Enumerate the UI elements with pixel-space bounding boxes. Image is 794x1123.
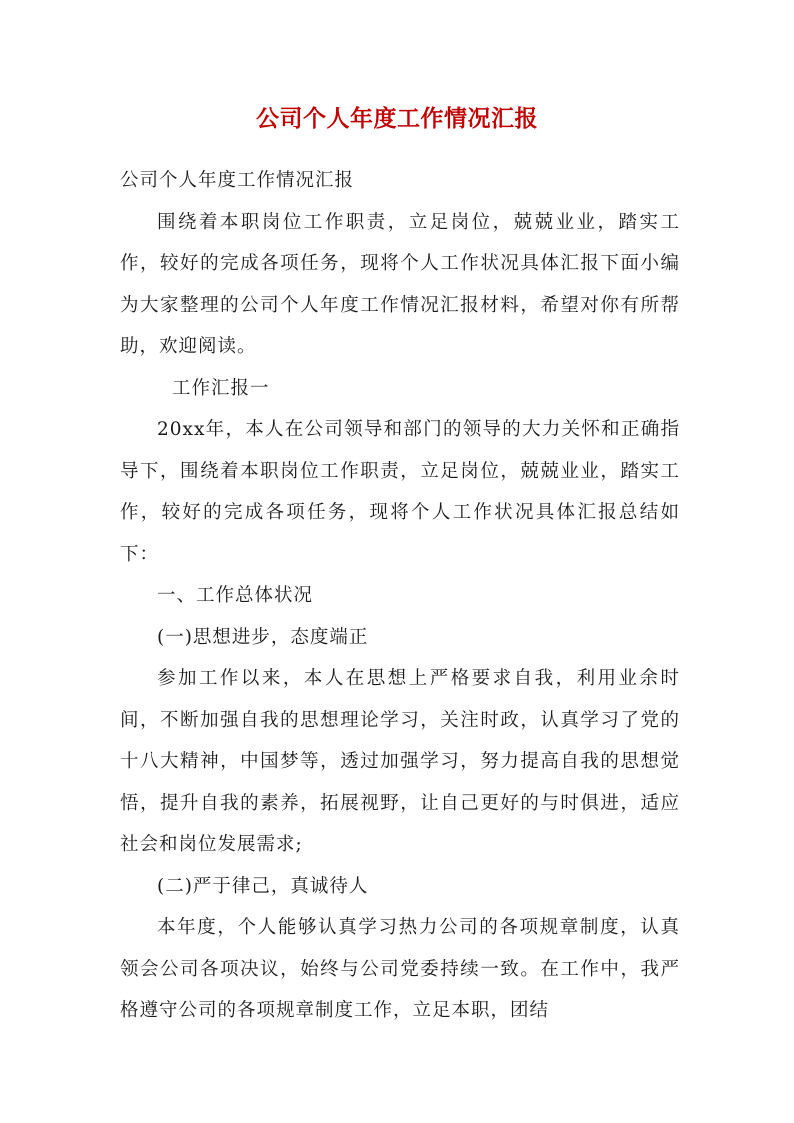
- paragraph-body-2: 本年度，个人能够认真学习热力公司的各项规章制度，认真领会公司各项决议，始终与公司党委持续一致。在工作中，我严格遵守公司的各项规章制度工作，立足本职，团结: [120, 917, 680, 1021]
- paragraph-body-1: 参加工作以来，本人在思想上严格要求自我，利用业余时间，不断加强自我的思想理论学习，关注时政，认真学习了党的十八大精神，中国梦等，透过加强学习，努力提高自我的思想觉悟，提升自我的素养，拓展视野，让自己更好的与时俱进，适应社会和岗位发展需求;: [120, 668, 680, 855]
- paragraph-report-intro: 20xx年，本人在公司领导和部门的领导的大力关怀和正确指导下，围绕着本职岗位工作职责，立足岗位，兢兢业业，踏实工作，较好的完成各项任务，现将个人工作状况具体汇报总结如下：: [120, 419, 680, 565]
- document-title: 公司个人年度工作情况汇报: [256, 105, 538, 132]
- paragraph-section-heading: 一、工作总体状况: [157, 585, 314, 606]
- paragraph-report-heading: 工作汇报一: [172, 377, 270, 399]
- paragraph-intro: 围绕着本职岗位工作职责，立足岗位，兢兢业业，踏实工作，较好的完成各项任务，现将个人工作状况具体汇报下面小编为大家整理的公司个人年度工作情况汇报材料，希望对你有所帮助，欢迎阅读。: [120, 211, 680, 357]
- paragraph-subtitle: 公司个人年度工作情况汇报: [120, 170, 355, 191]
- paragraph-subsection-1: (一)思想进步，态度端正: [157, 626, 369, 648]
- paragraph-subsection-2: (二)严于律己，真诚待人: [157, 875, 369, 897]
- document-body: [120, 160, 680, 1032]
